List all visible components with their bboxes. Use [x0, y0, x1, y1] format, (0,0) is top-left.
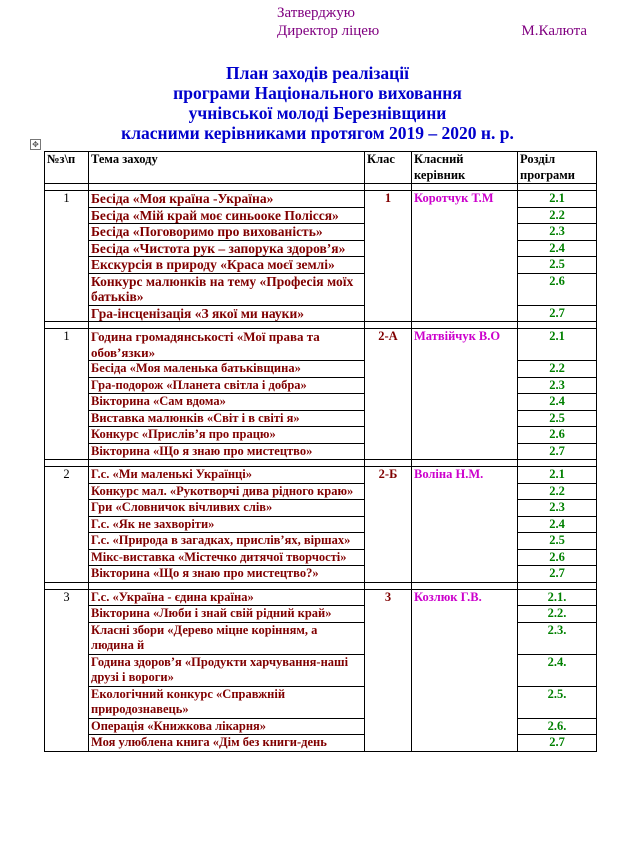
event-topic: Екскурсія в природу «Краса моєї землі»	[89, 257, 365, 274]
teacher-cell: Матвійчук В.О	[412, 329, 518, 460]
separator-cell	[45, 184, 89, 191]
header-teacher: Класний керівник	[412, 152, 518, 184]
program-section: 2.1.	[518, 589, 597, 606]
table-row	[45, 589, 597, 606]
table-row	[45, 329, 597, 361]
event-topic: Г.с. «Україна - єдина країна»	[89, 589, 365, 606]
event-topic: Г.с. «Природа в загадках, прислів’ях, віршах»	[89, 533, 365, 550]
program-section: 2.3	[518, 500, 597, 517]
event-topic: Конкурс мал. «Рукотворчі дива рідного краю»	[89, 483, 365, 500]
table-header-row	[45, 152, 597, 184]
program-section: 2.4	[518, 516, 597, 533]
event-topic: Екологічний конкурс «Справжній природознавець»	[89, 686, 365, 718]
row-number: 3	[45, 589, 89, 751]
event-topic: Гра-інсценізація «З якої ми науки»	[89, 305, 365, 322]
table-move-handle-icon[interactable]: ✥	[30, 139, 41, 150]
program-section: 2.6	[518, 549, 597, 566]
separator-cell	[412, 184, 518, 191]
event-topic: Конкурс малюнків на тему «Професія моїх батьків»	[89, 273, 365, 305]
approval-line1: Затверджую	[277, 5, 355, 21]
event-topic: Конкурс «Прислів’я про працю»	[89, 427, 365, 444]
header-num: №з\п	[45, 152, 89, 184]
block-separator	[45, 460, 597, 467]
separator-cell	[518, 460, 597, 467]
event-topic: Бесіда «Моя маленька батьківщина»	[89, 361, 365, 378]
teacher-cell: Коротчук Т.М	[412, 191, 518, 322]
event-topic: Година здоров’я «Продукти харчування-наші друзі і вороги»	[89, 654, 365, 686]
class-cell: 1	[365, 191, 412, 322]
program-section: 2.1	[518, 191, 597, 208]
director-title: Директор ліцею	[277, 23, 380, 39]
separator-cell	[89, 460, 365, 467]
program-section: 2.2.	[518, 606, 597, 623]
program-section: 2.2	[518, 207, 597, 224]
class-cell: 2-Б	[365, 467, 412, 583]
plan-table	[44, 151, 597, 752]
program-section: 2.7	[518, 305, 597, 322]
event-topic: Вікторина «Люби і знай свій рідний край»	[89, 606, 365, 623]
teacher-cell: Воліна Н.М.	[412, 467, 518, 583]
program-section: 2.7	[518, 735, 597, 752]
program-section: 2.6.	[518, 718, 597, 735]
document-title	[0, 63, 635, 143]
event-topic: Моя улюблена книга «Дім без книги-день	[89, 735, 365, 752]
approval-block	[277, 4, 587, 40]
block-separator	[45, 184, 597, 191]
table-row	[45, 191, 597, 208]
event-topic: Вікторина «Що я знаю про мистецтво»	[89, 443, 365, 460]
separator-cell	[365, 460, 412, 467]
event-topic: Г.с. «Як не захворіти»	[89, 516, 365, 533]
row-number: 1	[45, 191, 89, 322]
row-number: 2	[45, 467, 89, 583]
title-line1: План заходів реалізації	[226, 63, 409, 83]
separator-cell	[89, 184, 365, 191]
program-section: 2.1	[518, 329, 597, 361]
event-topic: Бесіда «Мій край моє синьооке Полісся»	[89, 207, 365, 224]
separator-cell	[45, 582, 89, 589]
header-class: Клас	[365, 152, 412, 184]
event-topic: Операція «Книжкова лікарня»	[89, 718, 365, 735]
separator-cell	[518, 322, 597, 329]
block-separator	[45, 582, 597, 589]
program-section: 2.2	[518, 483, 597, 500]
director-name: М.Калюта	[521, 23, 587, 39]
event-topic: Гри «Словничок вічливих слів»	[89, 500, 365, 517]
program-section: 2.5.	[518, 686, 597, 718]
program-section: 2.4	[518, 394, 597, 411]
event-topic: Мікс-виставка «Містечко дитячої творчості»	[89, 549, 365, 566]
table-body	[45, 184, 597, 752]
separator-cell	[412, 322, 518, 329]
program-section: 2.7	[518, 443, 597, 460]
class-cell: 3	[365, 589, 412, 751]
event-topic: Вікторина «Що я знаю про мистецтво?»	[89, 566, 365, 583]
program-section: 2.3	[518, 377, 597, 394]
event-topic: Г.с. «Ми маленькі Українці»	[89, 467, 365, 484]
event-topic: Класні збори «Дерево міцне корінням, а людина й	[89, 622, 365, 654]
program-section: 2.3.	[518, 622, 597, 654]
table-row	[45, 467, 597, 484]
title-line2: програми Національного виховання	[173, 83, 462, 103]
program-section: 2.5	[518, 257, 597, 274]
program-section: 2.3	[518, 224, 597, 241]
class-cell: 2-А	[365, 329, 412, 460]
separator-cell	[365, 582, 412, 589]
teacher-cell: Козлюк Г.В.	[412, 589, 518, 751]
event-topic: Вікторина «Сам вдома»	[89, 394, 365, 411]
event-topic: Бесіда «Моя країна -Україна»	[89, 191, 365, 208]
header-topic: Тема заходу	[89, 152, 365, 184]
program-section: 2.4.	[518, 654, 597, 686]
event-topic: Бесіда «Чистота рук – запорука здоров’я»	[89, 240, 365, 257]
row-number: 1	[45, 329, 89, 460]
header-section: Розділ програми	[518, 152, 597, 184]
program-section: 2.1	[518, 467, 597, 484]
separator-cell	[365, 322, 412, 329]
event-topic: Виставка малюнків «Світ і в світі я»	[89, 410, 365, 427]
program-section: 2.2	[518, 361, 597, 378]
title-line4: класними керівниками протягом 2019 – 2020 н. р.	[121, 123, 514, 143]
program-section: 2.4	[518, 240, 597, 257]
block-separator	[45, 322, 597, 329]
event-topic: Бесіда «Поговоримо про вихованість»	[89, 224, 365, 241]
event-topic: Година громадянськості «Мої права та обов’язки»	[89, 329, 365, 361]
separator-cell	[365, 184, 412, 191]
separator-cell	[89, 322, 365, 329]
separator-cell	[412, 460, 518, 467]
program-section: 2.7	[518, 566, 597, 583]
program-section: 2.5	[518, 533, 597, 550]
approval-line2	[277, 22, 587, 40]
separator-cell	[45, 322, 89, 329]
separator-cell	[45, 460, 89, 467]
separator-cell	[412, 582, 518, 589]
separator-cell	[518, 184, 597, 191]
program-section: 2.5	[518, 410, 597, 427]
program-section: 2.6	[518, 427, 597, 444]
separator-cell	[518, 582, 597, 589]
separator-cell	[89, 582, 365, 589]
event-topic: Гра-подорож «Планета світла і добра»	[89, 377, 365, 394]
title-line3: учнівської молоді Березнівщини	[188, 103, 447, 123]
program-section: 2.6	[518, 273, 597, 305]
